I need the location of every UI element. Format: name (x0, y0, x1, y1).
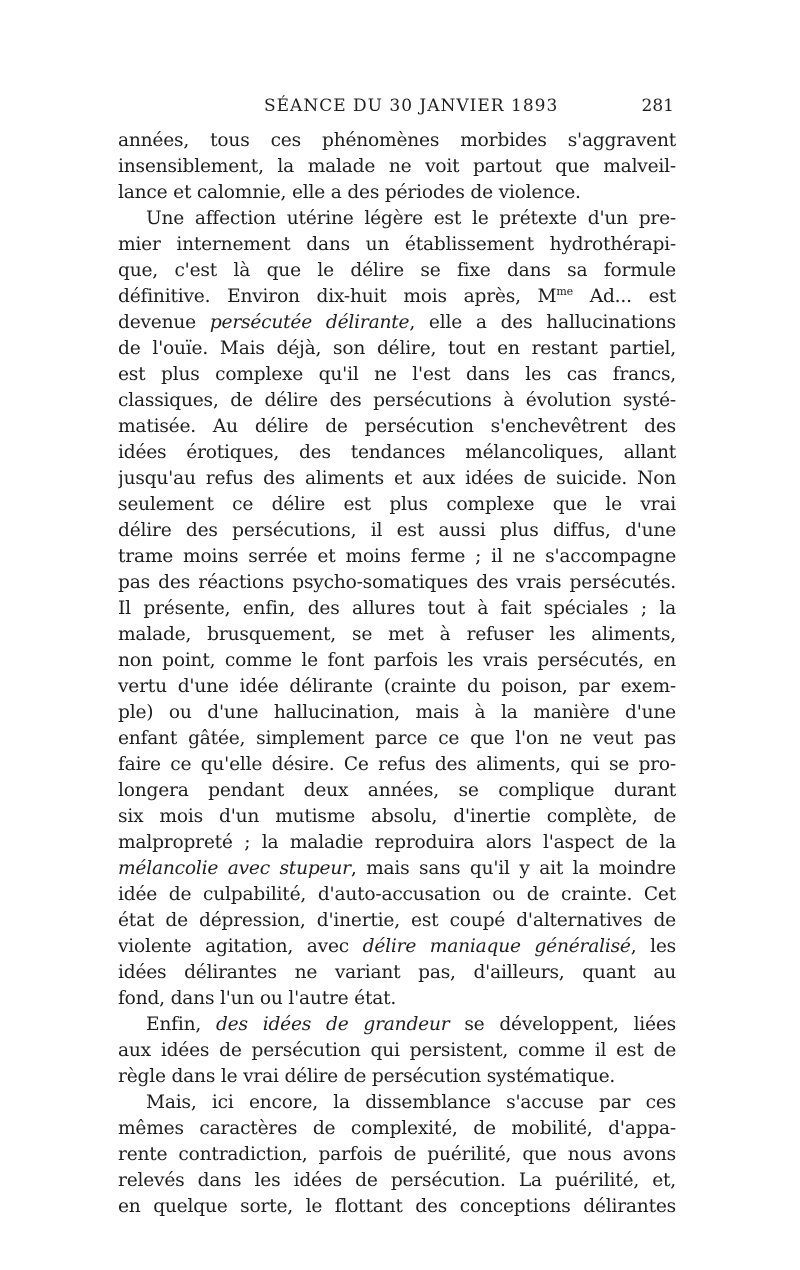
text-line: enfant gâtée, simplement parce ce que l'on ne veut pas (118, 728, 676, 749)
text-line: aux idées de persécution qui persistent, comme il est de (118, 1040, 676, 1061)
text-line: classiques, de délire des persécutions à évolution systé- (118, 390, 676, 411)
text-fragment: , les (630, 936, 676, 957)
text-line: de l'ouïe. Mais déjà, son délire, tout en restant partiel, (118, 338, 676, 359)
text-fragment: , elle a des hallucinations (409, 312, 676, 333)
text-fragment: Ad... est (572, 286, 676, 307)
paragraph-4 (118, 1090, 676, 1220)
text-line: règle dans le vrai délire de persécution systématique. (118, 1066, 616, 1087)
text-fragment: Enfin, (146, 1014, 216, 1035)
superscript: me (556, 285, 573, 298)
text-line: idées délirantes ne variant pas, d'ailleurs, quant au (118, 962, 676, 983)
text-line: est plus complexe qu'il ne l'est dans les cas francs, (118, 364, 676, 385)
italic-phrase: des idées de grandeur (215, 1014, 450, 1035)
text-line: délire des persécutions, il est aussi plus diffus, d'une (118, 520, 676, 541)
text-fragment: devenue (118, 312, 210, 333)
text-line: vertu d'une idée délirante (crainte du poison, par exem- (118, 676, 676, 697)
book-page (118, 92, 676, 1220)
text-fragment: se développent, liées (449, 1014, 676, 1035)
text-line: non point, comme le font parfois les vrais persécutés, en (118, 650, 676, 671)
text-line: insensiblement, la malade ne voit partout que malveil- (118, 156, 676, 177)
text-line: mier internement dans un établissement hydrothérapi- (118, 234, 676, 255)
text-line: Une affection utérine légère est le prétexte d'un pre- (146, 208, 676, 229)
text-fragment: définitive. Environ dix-huit mois après, M (118, 286, 557, 307)
text-line (118, 1012, 676, 1038)
italic-phrase: persécutée délirante (209, 312, 410, 333)
text-line (118, 310, 676, 336)
text-line: seulement ce délire est plus complexe que le vrai (118, 494, 676, 515)
running-title: SÉANCE DU 30 JANVIER 1893 (264, 96, 559, 116)
text-line: ple) ou d'une hallucination, mais à la manière d'une (118, 702, 676, 723)
text-line: relevés dans les idées de persécution. La puérilité, et, (118, 1170, 676, 1191)
paragraph-3 (118, 1012, 676, 1090)
text-line: matisée. Au délire de persécution s'enchevêtrent des (118, 416, 676, 437)
text-line: pas des réactions psycho-somatiques des vrais persécutés. (118, 572, 676, 593)
text-line: faire ce qu'elle désire. Ce refus des aliments, qui se pro- (118, 754, 676, 775)
italic-phrase: mélancolie avec stupeur (118, 858, 351, 879)
text-line: mêmes caractères de complexité, de mobilité, d'appa- (118, 1118, 676, 1139)
text-line: en quelque sorte, le flottant des conceptions délirantes (118, 1196, 676, 1217)
running-head (118, 92, 676, 122)
text-fragment: violente agitation, avec (118, 936, 363, 957)
text-line (118, 856, 676, 882)
italic-phrase: délire maniaque généralisé (362, 936, 631, 957)
text-line: état de dépression, d'inertie, est coupé d'alternatives de (118, 910, 676, 931)
text-line: malade, brusquement, se met à refuser les aliments, (118, 624, 676, 645)
text-line: rente contradiction, parfois de puérilité, que nous avons (118, 1144, 676, 1165)
text-line: années, tous ces phénomènes morbides s'aggravent (118, 130, 676, 151)
text-line: idées érotiques, des tendances mélancoliques, allant (118, 442, 676, 463)
text-line: six mois d'un mutisme absolu, d'inertie complète, de (118, 806, 676, 827)
paragraph-1 (118, 128, 676, 206)
page-number: 281 (641, 96, 674, 116)
text-line: Mais, ici encore, la dissemblance s'accuse par ces (146, 1092, 676, 1113)
text-line: longera pendant deux années, se complique durant (118, 780, 676, 801)
text-line: idée de culpabilité, d'auto-accusation ou de crainte. Cet (118, 884, 676, 905)
text-line: jusqu'au refus des aliments et aux idées de suicide. Non (118, 468, 676, 489)
text-line (118, 934, 676, 960)
text-fragment: , mais sans qu'il y ait la moindre (350, 858, 676, 879)
text-line: Il présente, enfin, des allures tout à fait spéciales ; la (118, 598, 676, 619)
text-line: malpropreté ; la maladie reproduira alors l'aspect de la (118, 832, 676, 853)
text-line: que, c'est là que le délire se fixe dans sa formule (118, 260, 676, 281)
text-line: fond, dans l'un ou l'autre état. (118, 988, 397, 1009)
paragraph-2 (118, 206, 676, 1012)
text-line: trame moins serrée et moins ferme ; il ne s'accompagne (118, 546, 676, 567)
text-line: lance et calomnie, elle a des périodes de violence. (118, 182, 581, 203)
text-line (118, 284, 676, 310)
